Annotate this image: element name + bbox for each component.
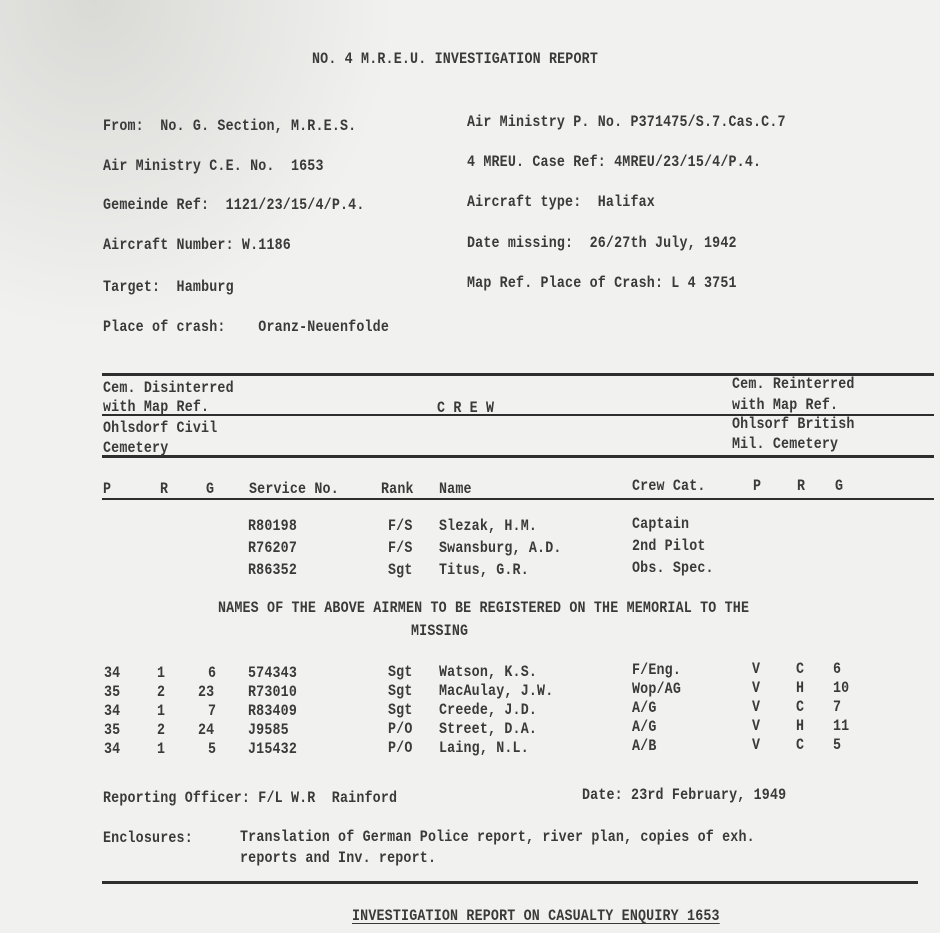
name: Swansburg, A.D.	[439, 539, 562, 557]
name: Titus, G.R.	[439, 561, 529, 579]
name: MacAulay, J.W.	[439, 682, 554, 700]
r: 2	[157, 683, 166, 701]
r: 1	[157, 664, 166, 682]
p2: V	[752, 660, 761, 678]
reporting-officer-label: Reporting Officer:	[103, 789, 251, 807]
target-label: Target:	[103, 278, 161, 296]
date-missing-label: Date missing:	[467, 234, 574, 252]
from-field	[103, 117, 356, 135]
case-ref-label: 4 MREU. Case Ref:	[467, 153, 606, 171]
aircraft-type-field	[467, 193, 655, 211]
date-value: 23rd February, 1949	[631, 786, 787, 804]
name: Slezak, H.M.	[439, 517, 538, 535]
col-p2: P	[753, 477, 762, 495]
r2: H	[796, 679, 805, 697]
r2: C	[796, 736, 805, 754]
rank: P/O	[388, 739, 413, 757]
date-label: Date:	[582, 786, 623, 804]
g: 24	[198, 721, 215, 739]
air-ministry-p-value: P371475/S.7.Cas.C.7	[630, 113, 786, 131]
service-no: R83409	[248, 702, 298, 720]
gemeinde-ref-value: 1121/23/15/4/P.4.	[225, 196, 365, 214]
col-r2: R	[797, 477, 806, 495]
p: 34	[104, 740, 121, 758]
place-of-crash-label: Place of crash:	[103, 318, 226, 336]
ohlsdorf-civil-label: Ohlsdorf Civil	[103, 419, 218, 437]
col-r: R	[160, 480, 169, 498]
enclosures-line-1: Translation of German Police report, river plan, copies of exh.	[240, 828, 755, 846]
enclosures-label: Enclosures:	[103, 829, 193, 847]
air-ministry-ce-label: Air Ministry C.E. No.	[103, 157, 275, 175]
name: Laing, N.L.	[439, 739, 529, 757]
rank: Sgt	[388, 663, 413, 681]
cem-reinterred-mapref-label: with Map Ref.	[732, 396, 839, 414]
rank: F/S	[388, 517, 413, 535]
g: 6	[208, 664, 217, 682]
page-title: NO. 4 M.R.E.U. INVESTIGATION REPORT	[312, 50, 599, 68]
p: 35	[104, 683, 121, 701]
r2: H	[796, 717, 805, 735]
crew-cat: Obs. Spec.	[632, 559, 714, 577]
g2: 7	[833, 698, 842, 716]
cem-disinterred-mapref-label: with Map Ref.	[103, 398, 210, 416]
col-crew-cat: Crew Cat.	[632, 477, 706, 495]
cem-reinterred-label: Cem. Reinterred	[732, 375, 855, 393]
crew-cat: A/B	[632, 737, 657, 755]
crew-cat: A/G	[632, 699, 657, 717]
col-service-no: Service No.	[249, 480, 339, 498]
crew-heading: C R E W	[437, 399, 495, 417]
rank: Sgt	[388, 561, 413, 579]
cemetery-label: Cemetery	[103, 439, 169, 457]
date-missing-field	[467, 234, 737, 252]
map-ref-crash-field	[467, 274, 737, 292]
r2: C	[796, 698, 805, 716]
map-ref-crash-label: Map Ref. Place of Crash:	[467, 274, 664, 292]
divider-line	[102, 455, 934, 458]
air-ministry-ce-value: 1653	[290, 157, 324, 175]
cem-disinterred-label: Cem. Disinterred	[103, 379, 234, 397]
aircraft-number-value: W.1186	[241, 236, 291, 254]
name: Watson, K.S.	[439, 663, 538, 681]
col-g: G	[206, 480, 215, 498]
gemeinde-ref-field	[103, 196, 365, 214]
air-ministry-ce-field	[103, 157, 324, 175]
memorial-note-line-1: NAMES OF THE ABOVE AIRMEN TO BE REGISTERED ON THE MEMORIAL TO THE	[218, 599, 750, 617]
service-no: R73010	[248, 683, 298, 701]
footer-title: INVESTIGATION REPORT ON CASUALTY ENQUIRY 1653	[352, 907, 720, 925]
r: 1	[157, 740, 166, 758]
p2: V	[752, 717, 761, 735]
service-no: R80198	[248, 517, 298, 535]
memorial-note-line-2: MISSING	[411, 622, 469, 640]
ohlsorf-british-label: Ohlsorf British	[732, 415, 855, 433]
g: 5	[208, 740, 217, 758]
divider-line	[102, 881, 918, 884]
rank: Sgt	[388, 682, 413, 700]
g: 23	[198, 683, 215, 701]
service-no: R86352	[248, 561, 298, 579]
mil-cemetery-label: Mil. Cemetery	[732, 435, 839, 453]
air-ministry-p-label: Air Ministry P. No.	[467, 113, 623, 131]
r: 2	[157, 721, 166, 739]
crew-cat: 2nd Pilot	[632, 537, 706, 555]
crew-cat: Captain	[632, 515, 690, 533]
place-of-crash-field	[103, 318, 389, 336]
enclosures-line-2: reports and Inv. report.	[240, 849, 437, 867]
col-p: P	[103, 480, 112, 498]
p2: V	[752, 698, 761, 716]
target-value: Hamburg	[176, 278, 234, 296]
aircraft-type-value: Halifax	[597, 193, 655, 211]
gemeinde-ref-label: Gemeinde Ref:	[103, 196, 210, 214]
aircraft-type-label: Aircraft type:	[467, 193, 582, 211]
col-name: Name	[439, 480, 472, 498]
name: Creede, J.D.	[439, 701, 538, 719]
col-rank: Rank	[381, 480, 414, 498]
from-label: From:	[103, 117, 144, 135]
map-ref-crash-value: L 4 3751	[671, 274, 737, 292]
reporting-officer-value: F/L W.R Rainford	[258, 789, 398, 807]
g: 7	[208, 702, 217, 720]
place-of-crash-value: Oranz-Neuenfolde	[258, 318, 390, 336]
date-missing-value: 26/27th July, 1942	[589, 234, 737, 252]
divider-line	[102, 498, 934, 500]
aircraft-number-field	[103, 236, 291, 254]
service-no: 574343	[248, 664, 298, 682]
rank: F/S	[388, 539, 413, 557]
case-ref-value: 4MREU/23/15/4/P.4.	[614, 153, 762, 171]
rank: Sgt	[388, 701, 413, 719]
service-no: J9585	[248, 721, 289, 739]
crew-cat: Wop/AG	[632, 680, 682, 698]
g2: 5	[833, 736, 842, 754]
from-value: No. G. Section, M.R.E.S.	[160, 117, 357, 135]
date-field	[582, 786, 786, 804]
p2: V	[752, 679, 761, 697]
r: 1	[157, 702, 166, 720]
crew-cat: F/Eng.	[632, 661, 682, 679]
rank: P/O	[388, 720, 413, 738]
name: Street, D.A.	[439, 720, 538, 738]
service-no: R76207	[248, 539, 298, 557]
target-field	[103, 278, 234, 296]
col-g2: G	[835, 477, 844, 495]
g2: 11	[833, 717, 850, 735]
r2: C	[796, 660, 805, 678]
reporting-officer-field	[103, 789, 397, 807]
g2: 10	[833, 679, 850, 697]
g2: 6	[833, 660, 842, 678]
case-ref-field	[467, 153, 761, 171]
p2: V	[752, 736, 761, 754]
p: 35	[104, 721, 121, 739]
service-no: J15432	[248, 740, 298, 758]
crew-cat: A/G	[632, 718, 657, 736]
aircraft-number-label: Aircraft Number:	[103, 236, 234, 254]
p: 34	[104, 702, 121, 720]
p: 34	[104, 664, 121, 682]
air-ministry-p-field	[467, 113, 786, 131]
